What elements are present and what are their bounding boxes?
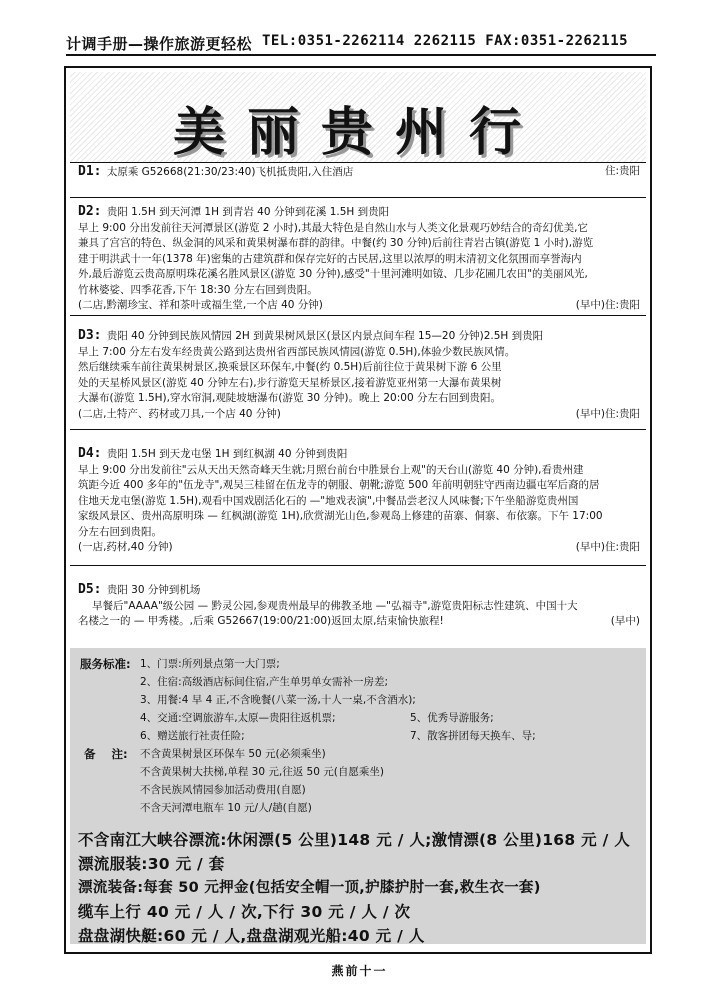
extra-price: 缆车上行 40 元 / 人 / 次,下行 30 元 / 人 / 次: [78, 903, 411, 921]
day-2: [70, 198, 646, 316]
day-2-line: 外,最后游览云贵高原明珠花溪名胜风景区(游览 30 分钟),感受"十里河滩明如镜、几步花圃几农田"的美丽风光,: [78, 268, 588, 280]
day-3-route: 贵阳 40 分钟到民族风情园 2H 到黄果树风景区(景区内景点间车程 15—20 分钟)2.5H 到贵阳: [106, 330, 544, 342]
extra-price: 漂流装备:每套 50 元押金(包括安全帽一顶,护膝护肘一套,救生衣一套): [78, 880, 541, 896]
day-4-route: 贵阳 1.5H 到天龙屯堡 1H 到红枫湖 40 分钟到贵阳: [106, 448, 348, 460]
day-5: [70, 566, 646, 648]
day-4-line: 家级风景区、贵州高原明珠 — 红枫湖(游览 1H),欣赏湖光山色,参观岛上修建的苗寨、侗寨、布依寨。下午 17:00: [78, 510, 603, 522]
remark-item: 不含黄果树景区环保车 50 元(必须乘坐): [140, 748, 326, 760]
day-2-line: 兼具了宫宫的特色、纵金洞的风采和黄果树瀑布群的韵律。中餐(约 30 分钟)后前往青岩古镇(游览 1 小时),游览: [78, 237, 594, 249]
day-4-note-row: [78, 540, 640, 556]
day-4-line: 分左右回到贵阳。: [78, 525, 162, 538]
day-2-number: D2:: [78, 204, 102, 219]
day-3-line: 处的天星桥风景区(游览 40 分钟左右),步行游览天星桥景区,接着游览亚州第一大瀑布黄果树: [78, 376, 502, 389]
day-3-note: (二店,土特产、药材或刀具,一个店 40 分钟): [78, 407, 281, 420]
day-5-route-row: [78, 582, 640, 599]
day-1-stay: 住:贵阳: [601, 164, 640, 180]
day-2-stay: (早中)住:贵阳: [572, 298, 640, 314]
title-banner: [70, 72, 646, 163]
day-5-line: 名楼之一的 — 甲秀楼。,后乘 G52667(19:00/21:00)返回太原,结束愉快旅程!: [78, 615, 444, 627]
day-4-stay: (早中)住:贵阳: [572, 540, 640, 556]
service-standards: [70, 648, 646, 944]
day-2-note-row: [78, 298, 640, 314]
remark-item: 不含黄果树大扶梯,单程 30 元,往返 50 元(自愿乘坐): [140, 766, 384, 778]
service-item: 2、住宿:高级酒店标间住宿,产生单男单女需补一房差;: [140, 676, 389, 688]
day-4: [70, 430, 646, 566]
day-1-route: 太原乘 G52668(21:30/23:40)飞机抵贵阳,入住酒店: [106, 166, 354, 178]
day-3-note-row: [78, 407, 640, 423]
service-item: 3、用餐:4 早 4 正,不含晚餐(八菜一汤,十人一桌,不含酒水);: [140, 694, 416, 706]
header-contact: TEL:0351-2262114 2262115 FAX:0351-2262115: [262, 33, 629, 49]
extra-price: 漂流服装:30 元 / 套: [78, 855, 225, 873]
day-4-route-row: [78, 446, 640, 463]
day-1: [70, 162, 646, 198]
day-2-line: 建于明洪武十一年(1378 年)密集的古建筑群和保存完好的古民居,这里以浓厚的明末清初文化氛围而享誉海内: [78, 252, 582, 265]
day-4-line: 筑距今近 400 多年的"伍龙寺",观吴三桂留在伍龙寺的朝服、朝靴;游览 500 年前明朝驻守西南边疆屯军后裔的居: [78, 479, 600, 491]
remarks-label: 备 注:: [84, 747, 128, 761]
day-3-route-row: [78, 328, 640, 345]
day-5-line-row: [78, 614, 640, 630]
service-item: 1、门票:所列景点第一大门票;: [140, 658, 280, 670]
service-label: 服务标准:: [80, 657, 131, 671]
day-4-number: D4:: [78, 446, 102, 461]
day-3: [70, 316, 646, 430]
page-footer: 燕前十一: [331, 964, 388, 978]
extra-price: 盘盘湖快艇:60 元 / 人,盘盘湖观光船:40 元 / 人: [78, 927, 425, 945]
day-3-line: 早上 7:00 分左右发车经贵黄公路到达贵州省西部民族风情园(游览 0.5H),体验少数民族风情。: [78, 345, 516, 358]
day-1-number: D1:: [78, 164, 102, 179]
remark-item: 不含民族风情园参加活动费用(自愿): [140, 784, 306, 796]
day-2-note: (二店,黔潮珍宝、祥和茶叶或福生堂,一个店 40 分钟): [78, 299, 323, 311]
service-item: 5、优秀导游服务;: [410, 712, 494, 724]
day-5-number: D5:: [78, 582, 102, 597]
day-4-note: (一店,药材,40 分钟): [78, 541, 173, 553]
day-4-line: 早上 9:00 分出发前往"云从天出天然奇峰天生就;月照台前台中胜景台上观"的天台山(游览 40 分钟),看贵州建: [78, 463, 584, 476]
day-5-route: 贵阳 30 分钟到机场: [106, 584, 201, 596]
header-tagline: 计调手册—操作旅游更轻松: [66, 35, 253, 53]
day-3-stay: (早中)住:贵阳: [572, 407, 640, 423]
day-3-line: 然后继续乘车前往黄果树景区,换乘景区环保车,中餐(约 0.5H)后前往位于黄果树下游 6 公里: [78, 361, 502, 373]
service-item: 4、交通:空调旅游车,太原—贵阳往返机票;: [140, 712, 336, 724]
itinerary-frame: [64, 66, 652, 954]
day-5-line: 早餐后"AAAA"级公园 — 黔灵公园,参观贵州最早的佛教圣地 —"弘福寺",游览贵阳标志性建筑、中国十大: [92, 599, 578, 612]
day-2-route: 贵阳 1.5H 到天河潭 1H 到青岩 40 分钟到花溪 1.5H 到贵阳: [106, 206, 390, 218]
service-item: 7、散客拼团每天换车、导;: [410, 730, 536, 742]
remark-item: 不含天河潭电瓶车 10 元/人/趟(自愿): [140, 802, 312, 814]
page-title: 美丽贵州行: [172, 102, 543, 163]
day-3-number: D3:: [78, 328, 102, 343]
day-4-line: 住地天龙屯堡(游览 1.5H),观看中国戏剧活化石的 —"地戏表演",中餐品尝老汉人风味餐;下午坐船游览贵州国: [78, 494, 579, 507]
day-2-line: 早上 9:00 分出发前往天河潭景区(游览 2 小时),其最大特色是自然山水与人类文化景观巧妙结合的奇幻优美,它: [78, 221, 588, 234]
day-2-route-row: [78, 204, 640, 221]
day-2-line: 竹林婆娑、四季花香,下午 18:30 分左右回到贵阳。: [78, 283, 318, 296]
day-1-route-row: [78, 164, 640, 181]
day-5-stay: (早中): [610, 615, 640, 627]
extra-price: 不含南江大峡谷漂流:休闲漂(5 公里)148 元 / 人;激情漂(8 公里)168 元 / 人: [78, 831, 631, 849]
page-header: [66, 30, 656, 56]
day-3-line: 大瀑布(游览 1.5H),穿水帘洞,观陡坡塘瀑布(游览 30 分钟)。晚上 20:00 分左右回到贵阳。: [78, 392, 501, 404]
service-item: 6、赠送旅行社责任险;: [140, 730, 245, 742]
